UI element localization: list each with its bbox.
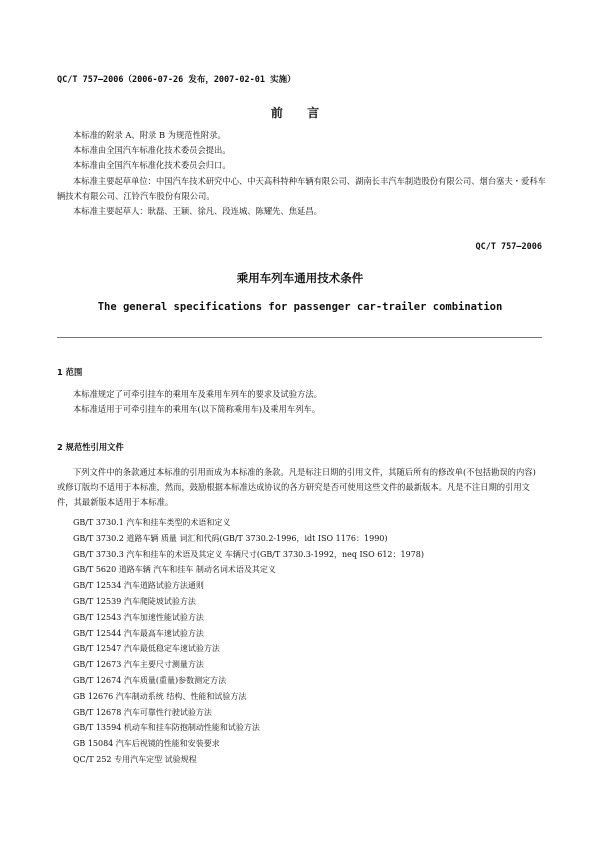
- reference-item: GB/T 12674 汽车质量(重量)参数测定方法: [73, 675, 227, 685]
- document-title-chinese: 乘用车列车通用技术条件: [236, 271, 364, 285]
- section-1-body: [57, 387, 544, 417]
- section-2-intro: [57, 465, 544, 511]
- section-2-heading: 2 规范性引用文件: [57, 442, 124, 452]
- section-1-heading: 1 范围: [57, 367, 83, 377]
- reference-item: GB/T 12544 汽车最高车速试验方法: [73, 628, 204, 638]
- reference-item: GB 12676 汽车制动系统 结构、性能和试验方法: [73, 691, 247, 701]
- standard-header-line: QC/T 757—2006（2006-07-26 发布，2007-02-01 实施）: [57, 75, 296, 85]
- reference-item: GB/T 12547 汽车最低稳定车速试验方法: [73, 644, 220, 654]
- preface-body: [57, 128, 547, 219]
- document-title-english: The general specifications for passenger car-trailer combination: [97, 301, 503, 313]
- reference-item: GB/T 12678 汽车可靠性行驶试验方法: [73, 707, 212, 717]
- section-2-intro-text: 下列文件中的条款通过本标准的引用而成为本标准的条款。凡是标注日期的引用文件，其随后所有的修改单(不包括勘误的内容)或修订版均不适用于本标准，然而，鼓励根据本标准达成协议的各方研究是否可使用这些文件的最新版本。凡是不注日期的引用文件，其最新版本适用于本标准。: [57, 467, 536, 508]
- reference-item: GB 15084 汽车后视镜的性能和安装要求: [73, 739, 220, 749]
- preface-line: 本标准由全国汽车标准化技术委员会提出。: [73, 145, 231, 156]
- title-divider: [57, 337, 542, 338]
- section-1-line: 本标准适用于可牵引挂车的乘用车(以下简称乘用车)及乘用车列车。: [73, 404, 321, 415]
- preface-line: 本标准由全国汽车标准化技术委员会归口。: [73, 160, 231, 171]
- reference-item: GB/T 3730.2 道路车辆 质量 词汇和代码(GB/T 3730.2-1996，idt ISO 1176：1990): [73, 533, 388, 543]
- reference-item: GB/T 5620 道路车辆 汽车和挂车 制动名词术语及其定义: [73, 565, 276, 575]
- reference-item: GB/T 12673 汽车主要尺寸测量方法: [73, 660, 204, 670]
- preface-line: 本标准主要起草人：耿磊、王颖、徐凡、段连城、陈耀先、焦延昌。: [73, 206, 322, 217]
- reference-list: [73, 515, 424, 768]
- reference-item: GB/T 3730.3 汽车和挂车的术语及其定义 车辆尺寸(GB/T 3730.3-1992，neq ISO 612：1978): [73, 549, 424, 559]
- reference-item: GB/T 12539 汽车爬陡坡试验方法: [73, 596, 196, 606]
- reference-item: GB/T 3730.1 汽车和挂车类型的术语和定义: [73, 518, 231, 527]
- preface-line: 本标准主要起草单位：中国汽车技术研究中心、中天高科特种车辆有限公司、湖南长丰汽车制造股份有限公司、烟台塞夫・爱科车辆技术有限公司、江铃汽车股份有限公司。: [57, 175, 546, 201]
- reference-item: GB/T 12534 汽车道路试验方法通则: [73, 581, 204, 591]
- standard-code: QC/T 757—2006: [475, 242, 542, 252]
- reference-item: GB/T 12543 汽车加速性能试验方法: [73, 612, 204, 622]
- preface-title: 前 言: [270, 106, 330, 120]
- section-1-line: 本标准规定了可牵引挂车的乘用车及乘用车列车的要求及试验方法。: [73, 389, 322, 399]
- reference-item: GB/T 13594 机动车和挂车防抱制动性能和试验方法: [73, 723, 260, 733]
- preface-line: 本标准的附录 A、附录 B 为规范性附录。: [73, 130, 226, 140]
- reference-item: QC/T 252 专用汽车定型 试验规程: [73, 754, 197, 764]
